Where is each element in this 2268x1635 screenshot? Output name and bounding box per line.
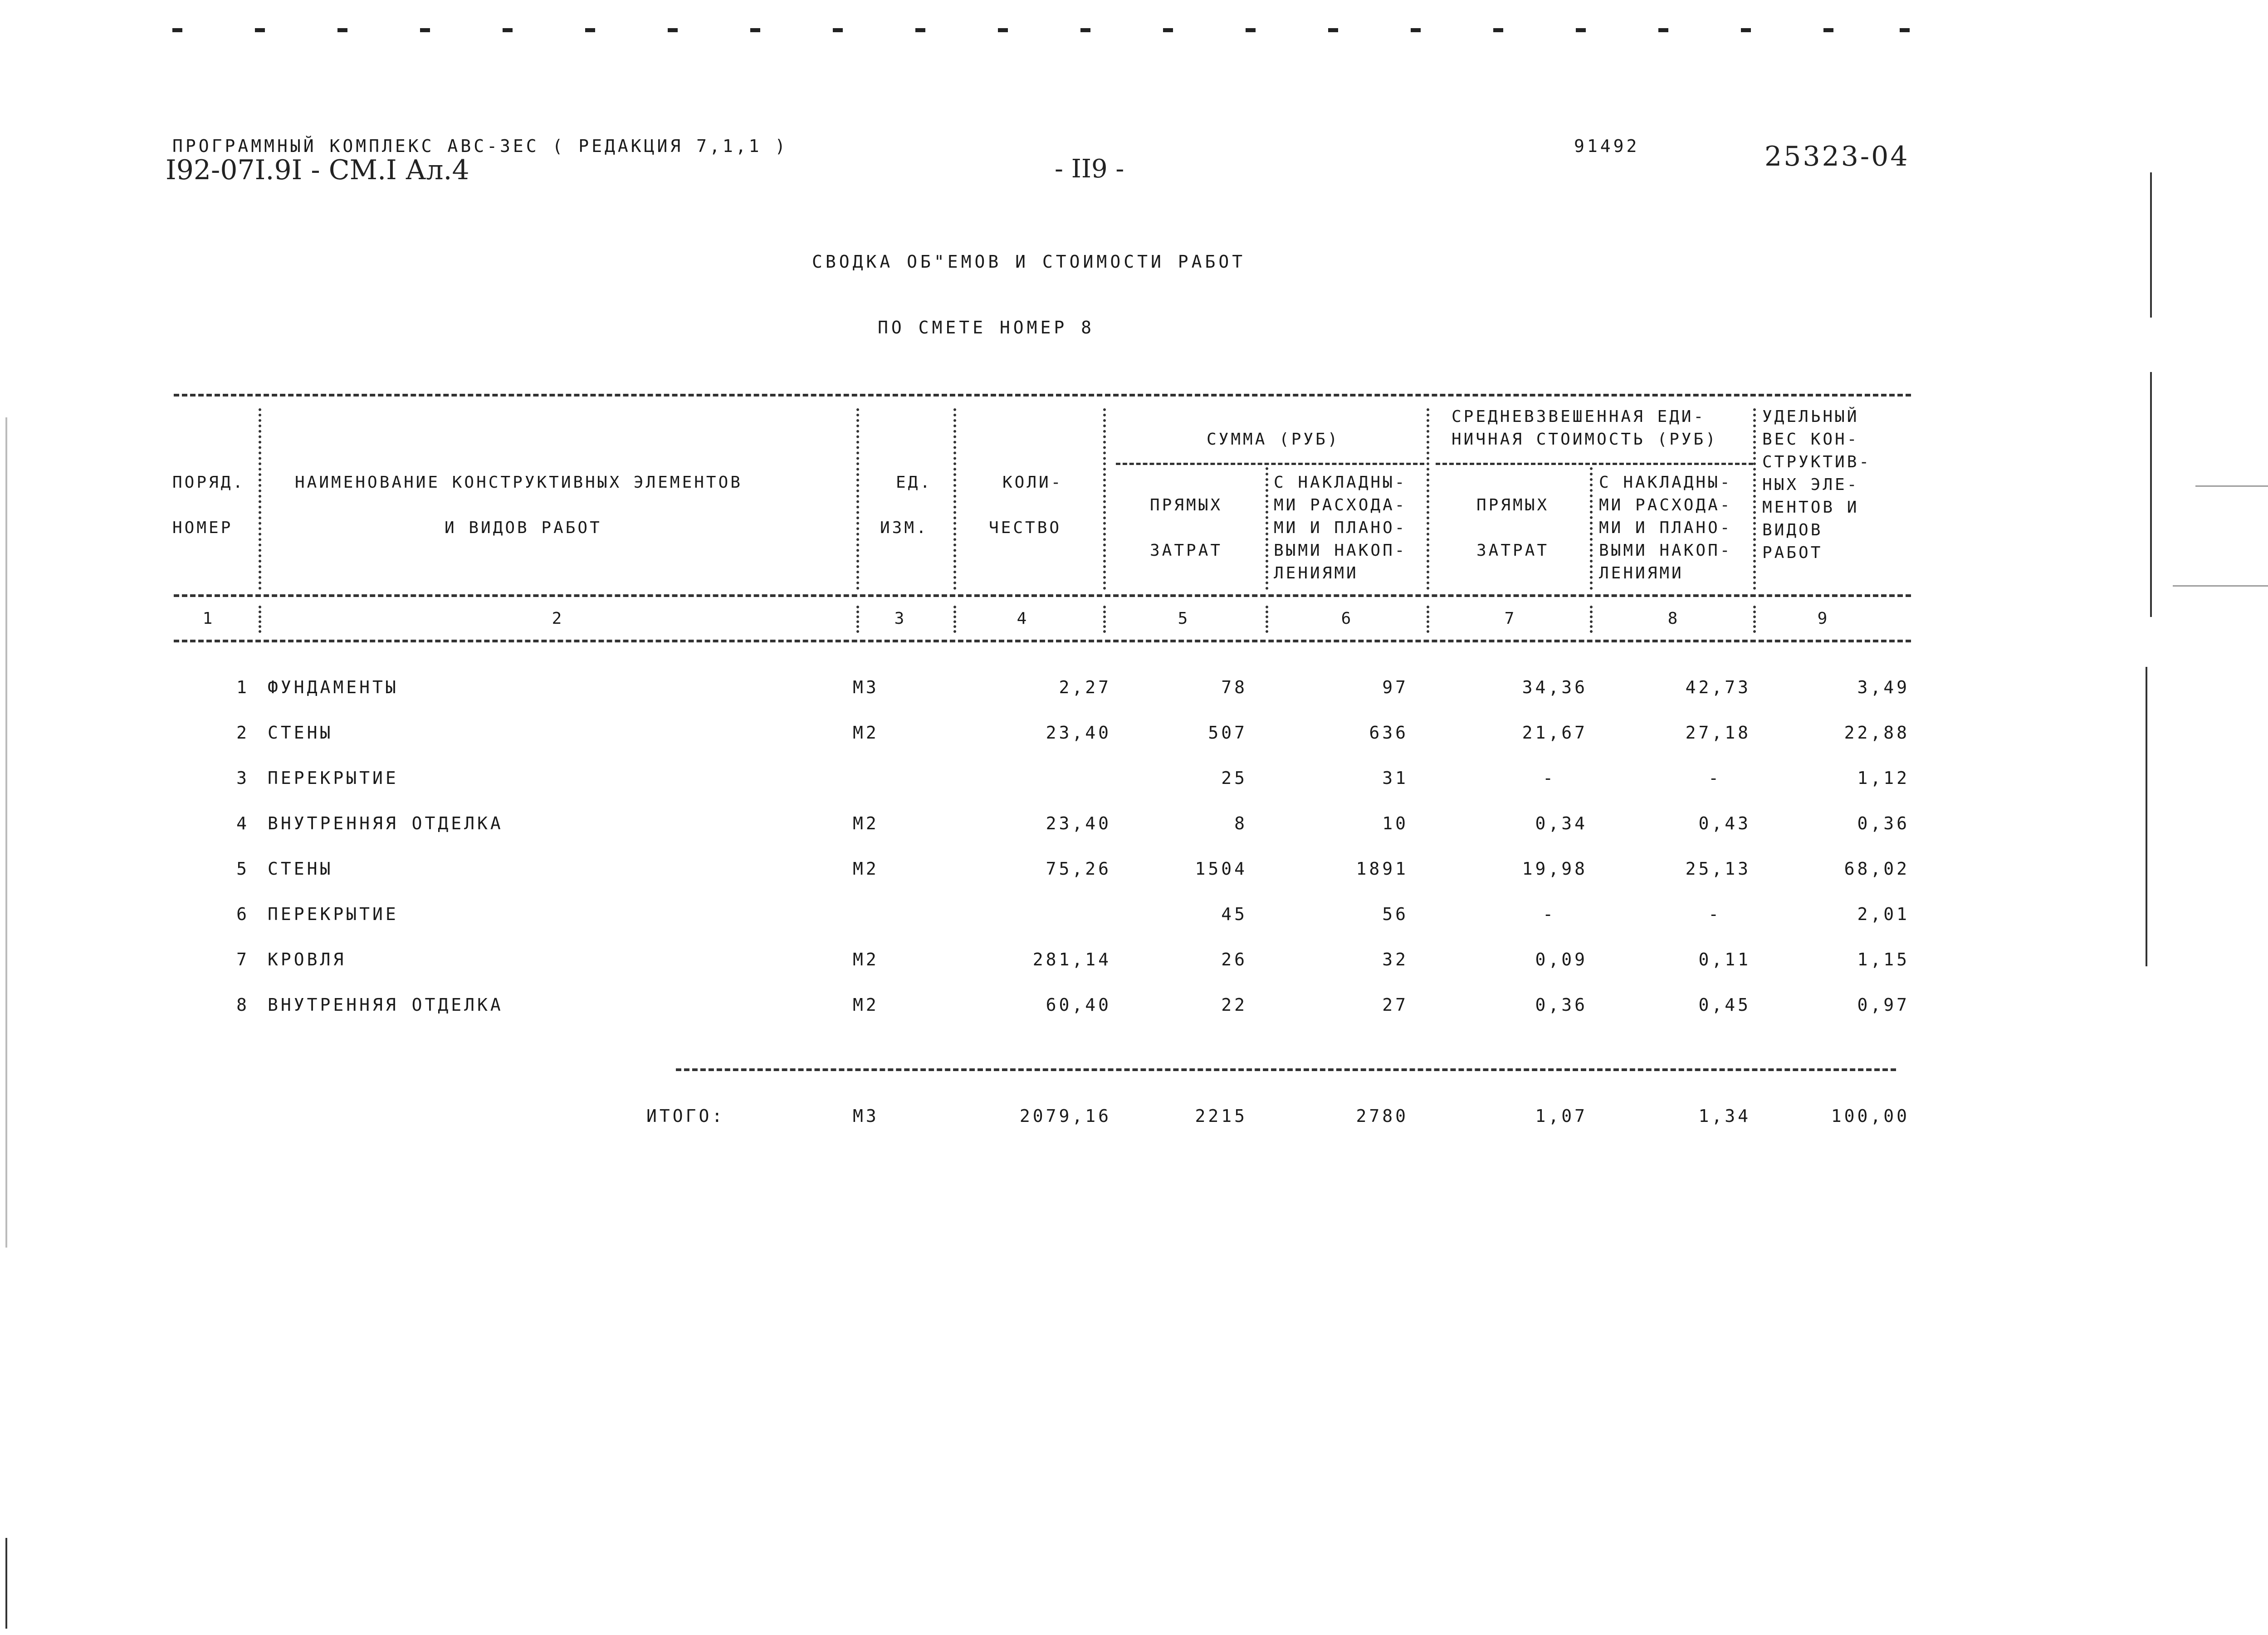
- row-avg-direct: 34,36: [1522, 677, 1588, 697]
- total-weight: 100,00: [1831, 1106, 1910, 1126]
- document-code: I92-07I.9I - СМ.I Ал.4: [166, 154, 469, 186]
- row-direct-cost: 26: [1221, 950, 1247, 969]
- scan-margin-mark: [2173, 585, 2268, 587]
- summary-title: СВОДКА ОБ"ЕМОВ И СТОИМОСТИ РАБОТ: [812, 252, 1246, 272]
- row-overhead-cost: 56: [1382, 904, 1408, 924]
- row-overhead-cost: 10: [1382, 813, 1408, 833]
- row-number: 8: [236, 995, 249, 1015]
- col-separator: [1427, 408, 1429, 590]
- col-number-7: 7: [1504, 609, 1517, 628]
- col-separator: [1590, 606, 1593, 633]
- program-line: ПРОГРАММНЫЙ КОМПЛЕКС АВС-ЗЕС ( РЕДАКЦИЯ 7,1,1 ): [172, 136, 788, 156]
- col7-header-line2: ЗАТРАТ: [1476, 541, 1549, 560]
- row-avg-overhead: 0,45: [1698, 995, 1751, 1015]
- col8-header-line2: МИ РАСХОДА-: [1599, 496, 1732, 514]
- total-overhead-cost: 2780: [1356, 1106, 1408, 1126]
- row-unit: М2: [853, 995, 879, 1015]
- col-number-5: 5: [1178, 609, 1190, 628]
- col2-header-line2: И ВИДОВ РАБОТ: [445, 519, 602, 537]
- col-separator: [1103, 408, 1106, 590]
- numbers-bottom-rule: [174, 640, 1911, 642]
- row-number: 4: [236, 813, 249, 833]
- col5-header-line1: ПРЯМЫХ: [1150, 496, 1223, 514]
- row-weight: 2,01: [1857, 904, 1910, 924]
- col4-header-line1: КОЛИ-: [1002, 473, 1063, 492]
- col6-header-line3: МИ И ПЛАНО-: [1274, 519, 1407, 537]
- total-quantity: 2079,16: [1019, 1106, 1111, 1126]
- row-name: ПЕРЕКРЫТИЕ: [268, 768, 399, 788]
- row-avg-overhead: 25,13: [1685, 859, 1751, 879]
- row-number: 3: [236, 768, 249, 788]
- col-number-6: 6: [1341, 609, 1354, 628]
- row-name: СТЕНЫ: [268, 859, 333, 879]
- row-direct-cost: 25: [1221, 768, 1247, 788]
- group-avg-header-line2: НИЧНАЯ СТОИМОСТЬ (РУБ): [1452, 430, 1718, 449]
- col8-header-line4: ВЫМИ НАКОП-: [1599, 541, 1732, 560]
- table-top-rule: [174, 394, 1911, 397]
- row-name: ВНУТРЕННЯЯ ОТДЕЛКА: [268, 995, 503, 1015]
- col8-header-line5: ЛЕНИЯМИ: [1599, 564, 1684, 583]
- total-avg-direct: 1,07: [1535, 1106, 1588, 1126]
- col-separator: [1427, 606, 1429, 633]
- row-name: ВНУТРЕННЯЯ ОТДЕЛКА: [268, 813, 503, 833]
- row-direct-cost: 45: [1221, 904, 1247, 924]
- top-dash-row: [172, 28, 1910, 34]
- row-avg-overhead: 0,43: [1698, 813, 1751, 833]
- row-number: 7: [236, 950, 249, 969]
- row-unit: М2: [853, 950, 879, 969]
- col-number-8: 8: [1667, 609, 1680, 628]
- row-weight: 0,36: [1857, 813, 1910, 833]
- col9-header-line2: ВЕС КОН-: [1762, 430, 1859, 449]
- scan-margin-mark: [5, 1538, 7, 1629]
- col-number-9: 9: [1817, 609, 1830, 628]
- col8-header-line1: С НАКЛАДНЫ-: [1599, 473, 1732, 492]
- row-avg-overhead: 0,11: [1698, 950, 1751, 969]
- row-avg-direct: 19,98: [1522, 859, 1588, 879]
- group-sum-header: СУММА (РУБ): [1207, 430, 1340, 449]
- col1-header-line2: НОМЕР: [172, 519, 233, 537]
- row-overhead-cost: 32: [1382, 950, 1408, 969]
- row-name: КРОВЛЯ: [268, 950, 347, 969]
- code-right: 91492: [1574, 136, 1640, 156]
- page-number: - II9 -: [1055, 154, 1124, 184]
- col6-header-line1: С НАКЛАДНЫ-: [1274, 473, 1407, 492]
- col-separator: [953, 606, 956, 633]
- row-direct-cost: 8: [1234, 813, 1247, 833]
- row-weight: 3,49: [1857, 677, 1910, 697]
- col9-header-line1: УДЕЛЬНЫЙ: [1762, 407, 1859, 426]
- col-separator: [259, 408, 261, 590]
- col-separator: [1103, 606, 1106, 633]
- total-direct-cost: 2215: [1195, 1106, 1247, 1126]
- col-separator: [953, 408, 956, 590]
- total-rule: [676, 1068, 1896, 1071]
- row-avg-overhead: -: [1708, 768, 1721, 788]
- col-separator: [1590, 467, 1593, 590]
- header-bottom-rule: [174, 594, 1911, 597]
- row-name: ФУНДАМЕНТЫ: [268, 677, 399, 697]
- col6-header-line4: ВЫМИ НАКОП-: [1274, 541, 1407, 560]
- col9-header-line6: ВИДОВ: [1762, 521, 1823, 539]
- row-direct-cost: 1504: [1195, 859, 1247, 879]
- stamp-number: 25323-04: [1765, 141, 1910, 172]
- row-overhead-cost: 27: [1382, 995, 1408, 1015]
- col3-header-line1: ЕД.: [896, 473, 933, 492]
- row-avg-direct: 21,67: [1522, 723, 1588, 743]
- row-quantity: 23,40: [1046, 813, 1111, 833]
- row-avg-overhead: 27,18: [1685, 723, 1751, 743]
- total-label: ИТОГО:: [646, 1106, 725, 1126]
- row-unit: М3: [853, 677, 879, 697]
- row-overhead-cost: 636: [1369, 723, 1408, 743]
- row-avg-overhead: -: [1708, 904, 1721, 924]
- col-number-3: 3: [894, 609, 907, 628]
- col6-header-line2: МИ РАСХОДА-: [1274, 496, 1407, 514]
- col-separator: [856, 408, 859, 590]
- row-name: ПЕРЕКРЫТИЕ: [268, 904, 399, 924]
- row-number: 6: [236, 904, 249, 924]
- group-avg-header-line1: СРЕДНЕВЗВЕШЕННАЯ ЕДИ-: [1452, 407, 1706, 426]
- col9-header-line4: НЫХ ЭЛЕ-: [1762, 475, 1859, 494]
- col-separator: [1266, 606, 1268, 633]
- scan-margin-mark: [2146, 667, 2147, 966]
- row-overhead-cost: 1891: [1356, 859, 1408, 879]
- col3-header-line2: ИЗМ.: [880, 519, 929, 537]
- scan-margin-mark: [2150, 172, 2152, 318]
- row-quantity: 2,27: [1059, 677, 1111, 697]
- total-unit: М3: [853, 1106, 879, 1126]
- row-unit: М2: [853, 723, 879, 743]
- row-unit: М2: [853, 813, 879, 833]
- row-avg-overhead: 42,73: [1685, 677, 1751, 697]
- row-avg-direct: -: [1543, 904, 1556, 924]
- col2-header-line1: НАИМЕНОВАНИЕ КОНСТРУКТИВНЫХ ЭЛЕМЕНТОВ: [295, 473, 743, 492]
- row-number: 2: [236, 723, 249, 743]
- row-overhead-cost: 31: [1382, 768, 1408, 788]
- row-quantity: 23,40: [1046, 723, 1111, 743]
- col-separator: [1753, 408, 1756, 590]
- row-quantity: 75,26: [1046, 859, 1111, 879]
- row-unit: М2: [853, 859, 879, 879]
- col-separator: [1753, 606, 1756, 633]
- row-avg-direct: 0,34: [1535, 813, 1588, 833]
- col8-header-line3: МИ И ПЛАНО-: [1599, 519, 1732, 537]
- row-quantity: 60,40: [1046, 995, 1111, 1015]
- row-weight: 1,12: [1857, 768, 1910, 788]
- col-number-1: 1: [202, 609, 215, 628]
- row-weight: 1,15: [1857, 950, 1910, 969]
- col-number-4: 4: [1017, 609, 1029, 628]
- estimate-number: ПО СМЕТЕ НОМЕР 8: [878, 318, 1095, 338]
- row-weight: 0,97: [1857, 995, 1910, 1015]
- col-number-2: 2: [552, 609, 564, 628]
- col9-header-line3: СТРУКТИВ-: [1762, 453, 1872, 471]
- row-avg-direct: 0,09: [1535, 950, 1588, 969]
- row-name: СТЕНЫ: [268, 723, 333, 743]
- row-direct-cost: 22: [1221, 995, 1247, 1015]
- col1-header-line1: ПОРЯД.: [172, 473, 245, 492]
- row-quantity: 281,14: [1032, 950, 1111, 969]
- col-separator: [259, 606, 261, 633]
- total-avg-overhead: 1,34: [1698, 1106, 1751, 1126]
- row-avg-direct: 0,36: [1535, 995, 1588, 1015]
- row-direct-cost: 507: [1208, 723, 1247, 743]
- row-number: 5: [236, 859, 249, 879]
- row-direct-cost: 78: [1221, 677, 1247, 697]
- row-avg-direct: -: [1543, 768, 1556, 788]
- scan-margin-mark: [2195, 485, 2268, 487]
- row-overhead-cost: 97: [1382, 677, 1408, 697]
- row-weight: 22,88: [1844, 723, 1910, 743]
- col9-header-line7: РАБОТ: [1762, 543, 1823, 562]
- scan-margin-mark: [2150, 372, 2152, 617]
- col4-header-line2: ЧЕСТВО: [989, 519, 1062, 537]
- row-number: 1: [236, 677, 249, 697]
- col6-header-line5: ЛЕНИЯМИ: [1274, 564, 1359, 583]
- scan-margin-mark: [5, 417, 7, 1248]
- col9-header-line5: МЕНТОВ И: [1762, 498, 1859, 517]
- row-weight: 68,02: [1844, 859, 1910, 879]
- group-avg-rule: [1436, 463, 1753, 465]
- col7-header-line1: ПРЯМЫХ: [1476, 496, 1549, 514]
- group-sum-rule: [1116, 463, 1424, 465]
- col-separator: [856, 606, 859, 633]
- col-separator: [1266, 467, 1268, 590]
- col5-header-line2: ЗАТРАТ: [1150, 541, 1223, 560]
